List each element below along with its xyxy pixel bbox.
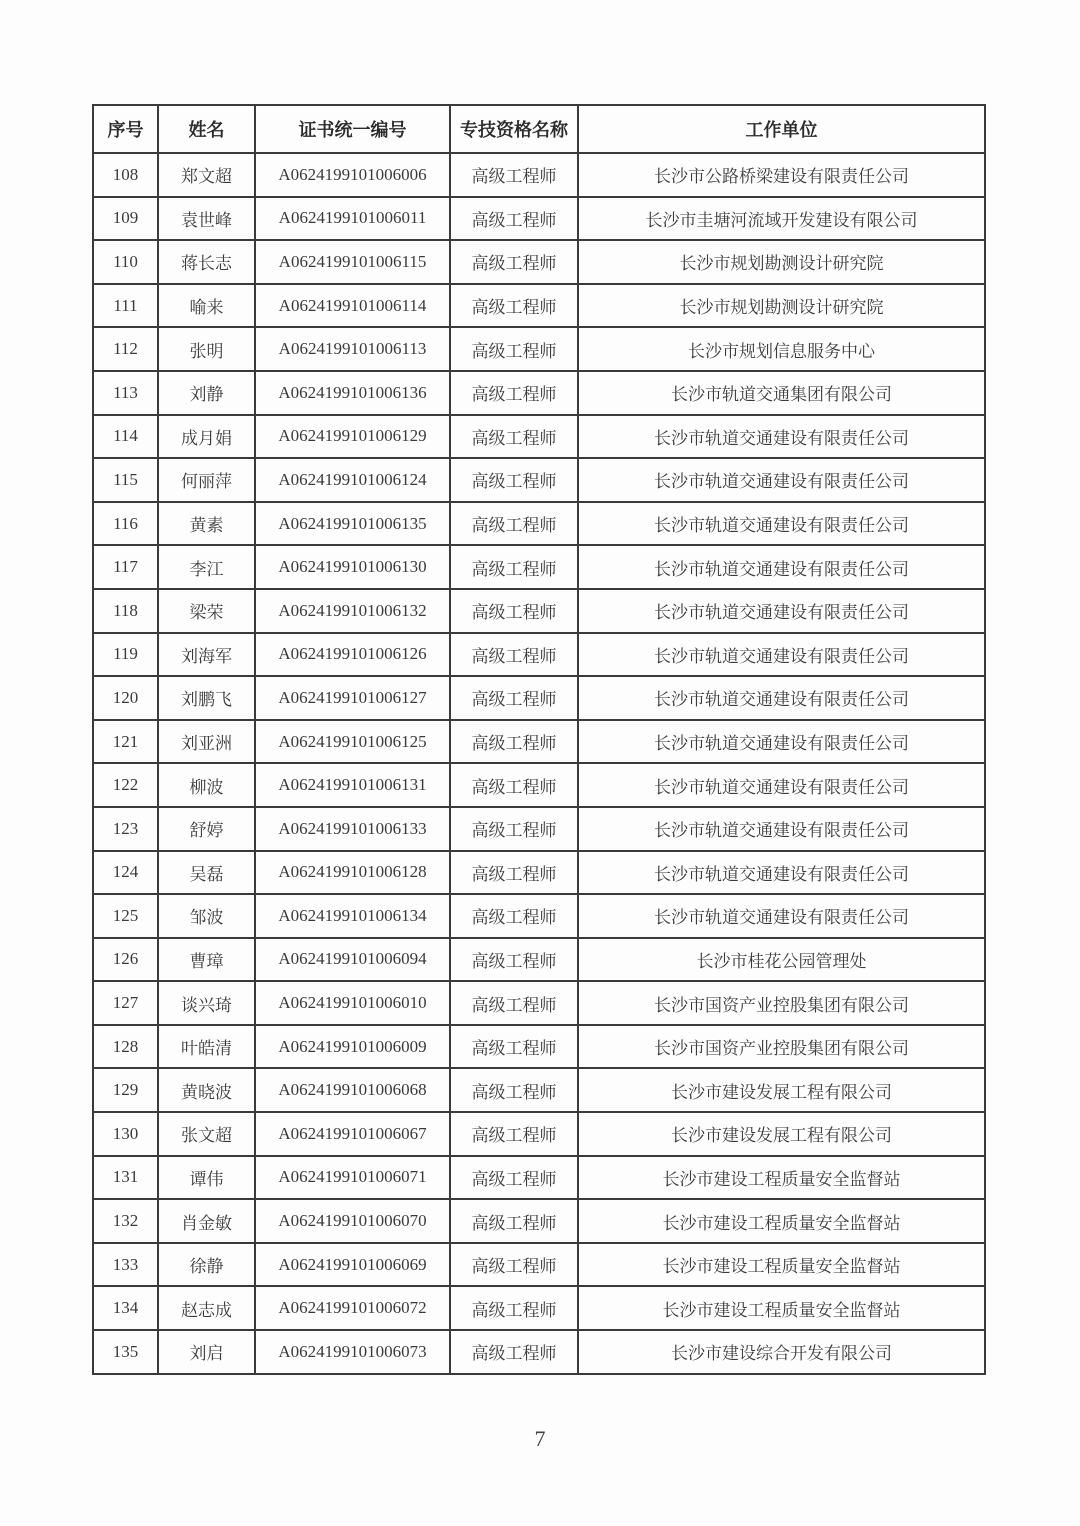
cell-name: 何丽萍 bbox=[158, 458, 255, 502]
cell-name: 叶皓清 bbox=[158, 1025, 255, 1069]
cell-name: 李江 bbox=[158, 545, 255, 589]
cell-work-unit: 长沙市轨道交通建设有限责任公司 bbox=[578, 633, 985, 677]
table-row bbox=[93, 894, 985, 938]
cell-qualification: 高级工程师 bbox=[450, 197, 578, 241]
table-row bbox=[93, 327, 985, 371]
cell-name: 黄素 bbox=[158, 502, 255, 546]
cell-name: 邹波 bbox=[158, 894, 255, 938]
cell-cert-number: A0624199101006124 bbox=[255, 458, 450, 502]
header-name: 姓名 bbox=[158, 105, 255, 153]
cell-work-unit: 长沙市桂花公园管理处 bbox=[578, 938, 985, 982]
cell-cert-number: A0624199101006114 bbox=[255, 284, 450, 328]
cell-work-unit: 长沙市轨道交通建设有限责任公司 bbox=[578, 502, 985, 546]
cell-cert-number: A0624199101006006 bbox=[255, 153, 450, 197]
cell-qualification: 高级工程师 bbox=[450, 153, 578, 197]
cell-name: 赵志成 bbox=[158, 1286, 255, 1330]
cell-cert-number: A0624199101006068 bbox=[255, 1068, 450, 1112]
table-row bbox=[93, 1199, 985, 1243]
cell-name: 谭伟 bbox=[158, 1156, 255, 1200]
cell-seq: 122 bbox=[93, 763, 158, 807]
cell-cert-number: A0624199101006070 bbox=[255, 1199, 450, 1243]
cell-cert-number: A0624199101006113 bbox=[255, 327, 450, 371]
cell-seq: 110 bbox=[93, 240, 158, 284]
cell-cert-number: A0624199101006131 bbox=[255, 763, 450, 807]
cell-work-unit: 长沙市公路桥梁建设有限责任公司 bbox=[578, 153, 985, 197]
cell-seq: 108 bbox=[93, 153, 158, 197]
cell-cert-number: A0624199101006136 bbox=[255, 371, 450, 415]
cell-seq: 119 bbox=[93, 633, 158, 677]
table-row bbox=[93, 1068, 985, 1112]
cell-cert-number: A0624199101006129 bbox=[255, 415, 450, 459]
cell-seq: 131 bbox=[93, 1156, 158, 1200]
cell-name: 成月娟 bbox=[158, 415, 255, 459]
cell-name: 舒婷 bbox=[158, 807, 255, 851]
cell-work-unit: 长沙市规划勘测设计研究院 bbox=[578, 240, 985, 284]
cell-work-unit: 长沙市国资产业控股集团有限公司 bbox=[578, 981, 985, 1025]
cell-seq: 112 bbox=[93, 327, 158, 371]
cell-work-unit: 长沙市规划勘测设计研究院 bbox=[578, 284, 985, 328]
cell-cert-number: A0624199101006134 bbox=[255, 894, 450, 938]
cell-seq: 124 bbox=[93, 851, 158, 895]
cell-qualification: 高级工程师 bbox=[450, 415, 578, 459]
cell-name: 徐静 bbox=[158, 1243, 255, 1287]
cell-qualification: 高级工程师 bbox=[450, 1330, 578, 1374]
cell-work-unit: 长沙市建设工程质量安全监督站 bbox=[578, 1286, 985, 1330]
table-row bbox=[93, 1330, 985, 1374]
cell-cert-number: A0624199101006132 bbox=[255, 589, 450, 633]
cell-work-unit: 长沙市建设工程质量安全监督站 bbox=[578, 1156, 985, 1200]
cell-name: 蒋长志 bbox=[158, 240, 255, 284]
cell-name: 刘启 bbox=[158, 1330, 255, 1374]
cell-seq: 127 bbox=[93, 981, 158, 1025]
cell-work-unit: 长沙市轨道交通建设有限责任公司 bbox=[578, 807, 985, 851]
cell-seq: 125 bbox=[93, 894, 158, 938]
cell-cert-number: A0624199101006125 bbox=[255, 720, 450, 764]
cell-seq: 113 bbox=[93, 371, 158, 415]
cell-seq: 130 bbox=[93, 1112, 158, 1156]
cell-qualification: 高级工程师 bbox=[450, 371, 578, 415]
roster-table bbox=[92, 104, 986, 1375]
cell-qualification: 高级工程师 bbox=[450, 458, 578, 502]
cell-work-unit: 长沙市建设综合开发有限公司 bbox=[578, 1330, 985, 1374]
cell-name: 肖金敏 bbox=[158, 1199, 255, 1243]
table-row bbox=[93, 1243, 985, 1287]
cell-qualification: 高级工程师 bbox=[450, 327, 578, 371]
cell-work-unit: 长沙市轨道交通集团有限公司 bbox=[578, 371, 985, 415]
table-row bbox=[93, 545, 985, 589]
cell-qualification: 高级工程师 bbox=[450, 720, 578, 764]
header-seq: 序号 bbox=[93, 105, 158, 153]
cell-work-unit: 长沙市圭塘河流域开发建设有限公司 bbox=[578, 197, 985, 241]
cell-work-unit: 长沙市轨道交通建设有限责任公司 bbox=[578, 458, 985, 502]
cell-qualification: 高级工程师 bbox=[450, 938, 578, 982]
cell-cert-number: A0624199101006067 bbox=[255, 1112, 450, 1156]
table-row bbox=[93, 720, 985, 764]
cell-qualification: 高级工程师 bbox=[450, 1243, 578, 1287]
cell-seq: 115 bbox=[93, 458, 158, 502]
cell-work-unit: 长沙市轨道交通建设有限责任公司 bbox=[578, 894, 985, 938]
cell-qualification: 高级工程师 bbox=[450, 545, 578, 589]
cell-seq: 129 bbox=[93, 1068, 158, 1112]
table-row bbox=[93, 415, 985, 459]
cell-qualification: 高级工程师 bbox=[450, 589, 578, 633]
page-number: 7 bbox=[534, 1426, 546, 1451]
cell-qualification: 高级工程师 bbox=[450, 633, 578, 677]
header-work-unit: 工作单位 bbox=[578, 105, 985, 153]
cell-seq: 135 bbox=[93, 1330, 158, 1374]
cell-name: 吴磊 bbox=[158, 851, 255, 895]
cell-qualification: 高级工程师 bbox=[450, 1286, 578, 1330]
table-row bbox=[93, 938, 985, 982]
cell-work-unit: 长沙市国资产业控股集团有限公司 bbox=[578, 1025, 985, 1069]
cell-cert-number: A0624199101006073 bbox=[255, 1330, 450, 1374]
cell-name: 刘鹏飞 bbox=[158, 676, 255, 720]
cell-qualification: 高级工程师 bbox=[450, 851, 578, 895]
cell-name: 袁世峰 bbox=[158, 197, 255, 241]
table-row bbox=[93, 589, 985, 633]
cell-qualification: 高级工程师 bbox=[450, 807, 578, 851]
cell-work-unit: 长沙市建设工程质量安全监督站 bbox=[578, 1243, 985, 1287]
cell-name: 刘静 bbox=[158, 371, 255, 415]
cell-qualification: 高级工程师 bbox=[450, 502, 578, 546]
cell-name: 刘海军 bbox=[158, 633, 255, 677]
cell-cert-number: A0624199101006128 bbox=[255, 851, 450, 895]
table-row bbox=[93, 502, 985, 546]
cell-qualification: 高级工程师 bbox=[450, 894, 578, 938]
cell-name: 曹璋 bbox=[158, 938, 255, 982]
cell-name: 郑文超 bbox=[158, 153, 255, 197]
cell-qualification: 高级工程师 bbox=[450, 284, 578, 328]
cell-qualification: 高级工程师 bbox=[450, 240, 578, 284]
cell-cert-number: A0624199101006127 bbox=[255, 676, 450, 720]
table-header-row bbox=[93, 105, 985, 153]
cell-cert-number: A0624199101006011 bbox=[255, 197, 450, 241]
cell-cert-number: A0624199101006094 bbox=[255, 938, 450, 982]
table-row bbox=[93, 851, 985, 895]
cell-seq: 121 bbox=[93, 720, 158, 764]
cell-work-unit: 长沙市规划信息服务中心 bbox=[578, 327, 985, 371]
table-row bbox=[93, 633, 985, 677]
cell-seq: 134 bbox=[93, 1286, 158, 1330]
cell-seq: 120 bbox=[93, 676, 158, 720]
table-row bbox=[93, 371, 985, 415]
cell-work-unit: 长沙市轨道交通建设有限责任公司 bbox=[578, 415, 985, 459]
cell-cert-number: A0624199101006072 bbox=[255, 1286, 450, 1330]
cell-cert-number: A0624199101006133 bbox=[255, 807, 450, 851]
cell-cert-number: A0624199101006010 bbox=[255, 981, 450, 1025]
cell-name: 刘亚洲 bbox=[158, 720, 255, 764]
cell-seq: 126 bbox=[93, 938, 158, 982]
cell-work-unit: 长沙市轨道交通建设有限责任公司 bbox=[578, 720, 985, 764]
table-row bbox=[93, 1286, 985, 1330]
table-row bbox=[93, 153, 985, 197]
table-row bbox=[93, 807, 985, 851]
header-cert-number: 证书统一编号 bbox=[255, 105, 450, 153]
cell-seq: 132 bbox=[93, 1199, 158, 1243]
cell-cert-number: A0624199101006071 bbox=[255, 1156, 450, 1200]
cell-seq: 114 bbox=[93, 415, 158, 459]
cell-work-unit: 长沙市轨道交通建设有限责任公司 bbox=[578, 851, 985, 895]
cell-work-unit: 长沙市建设发展工程有限公司 bbox=[578, 1068, 985, 1112]
table-body bbox=[93, 153, 985, 1374]
table-row bbox=[93, 1156, 985, 1200]
table-row bbox=[93, 676, 985, 720]
cell-seq: 128 bbox=[93, 1025, 158, 1069]
cell-work-unit: 长沙市轨道交通建设有限责任公司 bbox=[578, 545, 985, 589]
cell-qualification: 高级工程师 bbox=[450, 1156, 578, 1200]
table-row bbox=[93, 981, 985, 1025]
cell-seq: 118 bbox=[93, 589, 158, 633]
cell-work-unit: 长沙市建设工程质量安全监督站 bbox=[578, 1199, 985, 1243]
cell-work-unit: 长沙市轨道交通建设有限责任公司 bbox=[578, 676, 985, 720]
cell-work-unit: 长沙市轨道交通建设有限责任公司 bbox=[578, 589, 985, 633]
cell-seq: 123 bbox=[93, 807, 158, 851]
cell-seq: 111 bbox=[93, 284, 158, 328]
cell-qualification: 高级工程师 bbox=[450, 676, 578, 720]
cell-cert-number: A0624199101006135 bbox=[255, 502, 450, 546]
table-row bbox=[93, 763, 985, 807]
cell-cert-number: A0624199101006009 bbox=[255, 1025, 450, 1069]
cell-name: 黄晓波 bbox=[158, 1068, 255, 1112]
cell-name: 张文超 bbox=[158, 1112, 255, 1156]
table-row bbox=[93, 197, 985, 241]
table-row bbox=[93, 240, 985, 284]
cell-cert-number: A0624199101006115 bbox=[255, 240, 450, 284]
table-row bbox=[93, 1025, 985, 1069]
cell-work-unit: 长沙市建设发展工程有限公司 bbox=[578, 1112, 985, 1156]
cell-qualification: 高级工程师 bbox=[450, 763, 578, 807]
cell-seq: 109 bbox=[93, 197, 158, 241]
cell-cert-number: A0624199101006069 bbox=[255, 1243, 450, 1287]
cell-qualification: 高级工程师 bbox=[450, 1025, 578, 1069]
cell-qualification: 高级工程师 bbox=[450, 981, 578, 1025]
cell-name: 柳波 bbox=[158, 763, 255, 807]
cell-qualification: 高级工程师 bbox=[450, 1199, 578, 1243]
cell-qualification: 高级工程师 bbox=[450, 1112, 578, 1156]
cell-name: 谈兴琦 bbox=[158, 981, 255, 1025]
cell-cert-number: A0624199101006130 bbox=[255, 545, 450, 589]
cell-name: 喻来 bbox=[158, 284, 255, 328]
cell-name: 张明 bbox=[158, 327, 255, 371]
table-row bbox=[93, 1112, 985, 1156]
cell-cert-number: A0624199101006126 bbox=[255, 633, 450, 677]
table-row bbox=[93, 458, 985, 502]
cell-work-unit: 长沙市轨道交通建设有限责任公司 bbox=[578, 763, 985, 807]
header-qualification: 专技资格名称 bbox=[450, 105, 578, 153]
cell-qualification: 高级工程师 bbox=[450, 1068, 578, 1112]
cell-seq: 117 bbox=[93, 545, 158, 589]
cell-seq: 116 bbox=[93, 502, 158, 546]
table-row bbox=[93, 284, 985, 328]
cell-seq: 133 bbox=[93, 1243, 158, 1287]
cell-name: 梁荣 bbox=[158, 589, 255, 633]
